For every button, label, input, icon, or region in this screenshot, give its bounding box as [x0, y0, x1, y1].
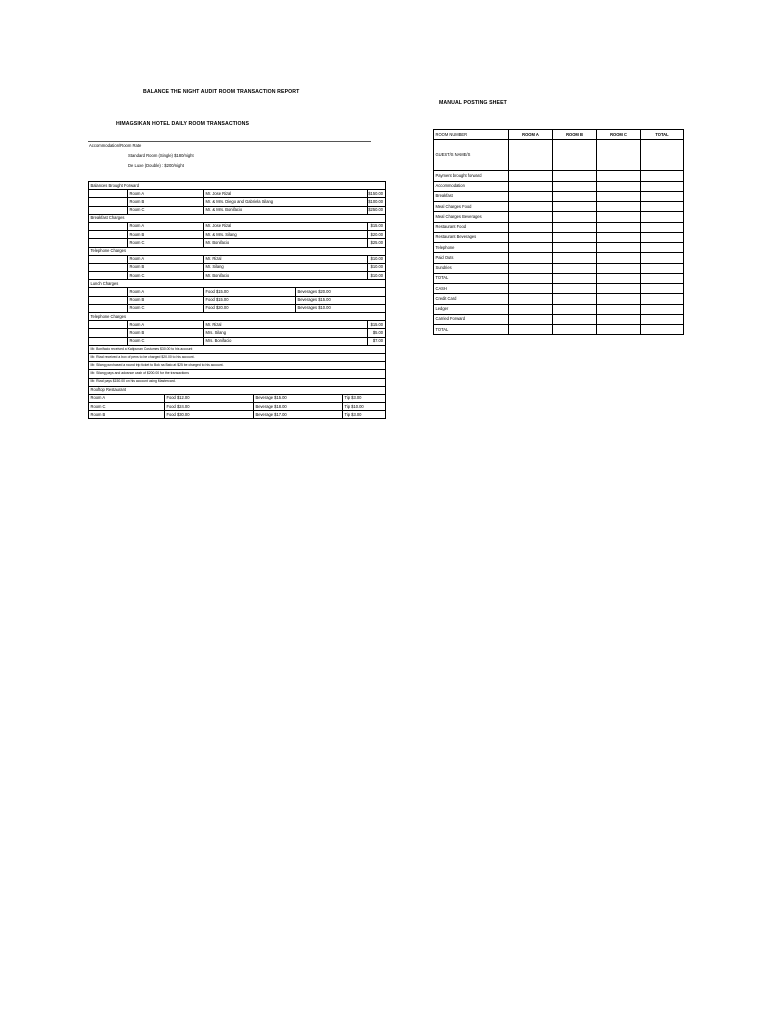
amount-cell: $100.00 [368, 198, 386, 206]
amount-cell: $250.00 [368, 206, 386, 214]
amount-cell: $10.00 [368, 255, 386, 263]
blank-cell [89, 231, 128, 239]
blank-cell [89, 190, 128, 198]
table-row [89, 198, 386, 206]
divider-rule [88, 141, 371, 142]
section-label: Rooftop Restaurant [89, 386, 386, 394]
room-cell: Room B [128, 231, 204, 239]
entry-cell[interactable] [597, 181, 641, 191]
beverage-cell: Beverages $10.00 [296, 304, 386, 312]
guest-cell: Mr. & Mrs. Diego and Gabriela Silang [204, 198, 368, 206]
blank-cell [89, 222, 128, 230]
column-header: ROOM A [509, 130, 553, 140]
posting-row [434, 304, 684, 314]
entry-cell[interactable] [597, 202, 641, 212]
section-label: Telephone Charges [89, 313, 386, 321]
room-cell: Room A [128, 321, 204, 329]
room-cell: Room A [128, 288, 204, 296]
room-cell: Room B [89, 411, 165, 419]
food-cell: Food $24.00 [165, 403, 254, 411]
entry-cell[interactable] [597, 191, 641, 201]
table-row [89, 329, 386, 337]
room-cell: Room C [128, 337, 204, 345]
guest-cell: Mrs. Silang [204, 329, 368, 337]
entry-cell[interactable] [509, 273, 553, 283]
blank-cell [89, 263, 128, 271]
tip-cell: Tip $10.00 [343, 403, 386, 411]
posting-row [434, 284, 684, 294]
blank-cell [89, 304, 128, 312]
table-row [89, 296, 386, 304]
blank-cell [89, 272, 128, 280]
room-cell: Room C [128, 272, 204, 280]
entry-cell[interactable] [597, 140, 641, 171]
entry-cell[interactable] [641, 273, 684, 283]
entry-cell[interactable] [509, 304, 553, 314]
report-title: BALANCE THE NIGHT AUDIT ROOM TRANSACTION REPORT [143, 89, 300, 95]
row-label: Credit Card [434, 294, 509, 304]
posting-row [434, 325, 684, 335]
daily-transactions-table [88, 181, 386, 419]
standard-room-rate: Standard Room (Single) $180/night [128, 153, 194, 158]
amount-cell: $15.00 [368, 222, 386, 230]
section-label: Breakfast Charges [89, 214, 386, 222]
beverage-cell: Beverages $20.00 [296, 288, 386, 296]
entry-cell[interactable] [553, 191, 597, 201]
amount-cell: $10.00 [368, 263, 386, 271]
entry-cell[interactable] [553, 202, 597, 212]
row-label: Payment brought forward [434, 171, 509, 181]
tip-cell: Tip $3.00 [343, 394, 386, 402]
entry-cell[interactable] [509, 222, 553, 232]
transaction-note: Mr. Silang pays and advance cash of $200.00 for the transactions [89, 370, 386, 378]
section-header-telephone [89, 313, 386, 321]
room-cell: Room A [128, 190, 204, 198]
table-row [89, 337, 386, 345]
transaction-note: Mr. Rizal received a box of pens to be charged $20.00 to his account. [89, 353, 386, 361]
beverage-cell: Beverage $15.00 [254, 394, 343, 402]
entry-cell[interactable] [641, 304, 684, 314]
amount-cell: $10.00 [368, 272, 386, 280]
entry-cell[interactable] [553, 181, 597, 191]
entry-cell[interactable] [641, 284, 684, 294]
guest-cell: Mr. Jose Rizal [204, 222, 368, 230]
entry-cell[interactable] [641, 263, 684, 273]
entry-cell[interactable] [597, 325, 641, 335]
guest-cell: Mr. Silang [204, 263, 368, 271]
table-row [89, 239, 386, 247]
guest-cell: Mr. Bonifacio [204, 239, 368, 247]
column-header: ROOM B [553, 130, 597, 140]
blank-cell [89, 329, 128, 337]
entry-cell[interactable] [597, 253, 641, 263]
entry-cell[interactable] [641, 181, 684, 191]
amount-cell: $7.00 [368, 337, 386, 345]
room-cell: Room A [89, 394, 165, 402]
table-row [89, 411, 386, 419]
amount-cell: $150.00 [368, 190, 386, 198]
amount-cell: $15.00 [368, 321, 386, 329]
food-cell: Food $20.00 [204, 304, 296, 312]
room-cell: Room B [128, 329, 204, 337]
food-cell: Food $30.00 [165, 411, 254, 419]
manual-posting-sheet-table [433, 129, 684, 335]
note-row [89, 370, 386, 378]
row-label: Restaurant Food [434, 222, 509, 232]
entry-cell[interactable] [553, 314, 597, 324]
entry-cell[interactable] [553, 243, 597, 253]
entry-cell[interactable] [597, 314, 641, 324]
posting-row [434, 243, 684, 253]
table-row [89, 255, 386, 263]
table-row [89, 304, 386, 312]
guest-cell: Mr. Jose Rizal [204, 190, 368, 198]
row-label: TOTAL [434, 273, 509, 283]
entry-cell[interactable] [641, 171, 684, 181]
entry-cell[interactable] [641, 202, 684, 212]
guest-cell: Mr. Bonifacio [204, 272, 368, 280]
blank-cell [89, 206, 128, 214]
header-row [434, 130, 684, 140]
table-row [89, 272, 386, 280]
table-row [89, 288, 386, 296]
table-row [89, 206, 386, 214]
entry-cell[interactable] [509, 140, 553, 171]
entry-cell[interactable] [553, 284, 597, 294]
amount-cell: $25.00 [368, 239, 386, 247]
section-label: Balances Brought Forward [89, 182, 386, 190]
entry-cell[interactable] [553, 212, 597, 222]
blank-cell [89, 296, 128, 304]
table-row [89, 394, 386, 402]
posting-row [434, 263, 684, 273]
posting-row [434, 171, 684, 181]
posting-row [434, 222, 684, 232]
deluxe-room-rate: De Luxe (Double) : $200/night [128, 163, 184, 168]
guest-cell: Mrs. Bonifacio [204, 337, 368, 345]
section-label: Lunch Charges [89, 280, 386, 288]
room-cell: Room C [128, 304, 204, 312]
entry-cell[interactable] [509, 212, 553, 222]
entry-cell[interactable] [509, 263, 553, 273]
section-header-breakfast [89, 214, 386, 222]
entry-cell[interactable] [509, 325, 553, 335]
entry-cell[interactable] [553, 253, 597, 263]
blank-cell [89, 255, 128, 263]
note-row [89, 362, 386, 370]
entry-cell[interactable] [597, 263, 641, 273]
entry-cell[interactable] [509, 243, 553, 253]
beverage-cell: Beverage $17.00 [254, 411, 343, 419]
entry-cell[interactable] [597, 232, 641, 242]
rates-heading: Accommodation/Room Rate [89, 143, 142, 148]
table-row [89, 321, 386, 329]
amount-cell: $5.00 [368, 329, 386, 337]
entry-cell[interactable] [553, 263, 597, 273]
entry-cell[interactable] [553, 273, 597, 283]
food-cell: Food $12.00 [165, 394, 254, 402]
room-cell: Room B [128, 263, 204, 271]
room-cell: Room B [128, 296, 204, 304]
blank-cell [89, 288, 128, 296]
row-label: Carried Forward [434, 314, 509, 324]
row-label: Restaurant Beverages [434, 232, 509, 242]
blank-cell [89, 239, 128, 247]
table-row [89, 222, 386, 230]
row-label: GUEST/S NAME/S [434, 140, 509, 171]
guest-names-row [434, 140, 684, 171]
transaction-note: Mr. Rizal pays $150.00 on his account using Mastercard. [89, 378, 386, 386]
posting-row [434, 232, 684, 242]
guest-cell: Mr. & Mrs. Silang [204, 231, 368, 239]
entry-cell[interactable] [597, 304, 641, 314]
entry-cell[interactable] [553, 294, 597, 304]
food-cell: Food $15.00 [204, 296, 296, 304]
transaction-note: Mr. Silang purchased a round trip ticket to Bok na Bato at $25 be charged to his account. [89, 362, 386, 370]
section-header-rooftop [89, 386, 386, 394]
note-row [89, 345, 386, 353]
table-row [89, 403, 386, 411]
posting-sheet-title: MANUAL POSTING SHEET [439, 100, 507, 106]
entry-cell[interactable] [641, 314, 684, 324]
entry-cell[interactable] [553, 304, 597, 314]
entry-cell[interactable] [553, 171, 597, 181]
transaction-note: Mr. Bonifacio received a Katipunan Costumes $30.00 to his account [89, 345, 386, 353]
entry-cell[interactable] [509, 284, 553, 294]
entry-cell[interactable] [509, 253, 553, 263]
posting-row [434, 202, 684, 212]
entry-cell[interactable] [509, 314, 553, 324]
entry-cell[interactable] [597, 212, 641, 222]
hotel-title: HIMAGSIKAN HOTEL DAILY ROOM TRANSACTIONS [116, 121, 250, 127]
section-header-balances [89, 182, 386, 190]
entry-cell[interactable] [553, 325, 597, 335]
section-header-telephone [89, 247, 386, 255]
entry-cell[interactable] [597, 171, 641, 181]
table-row [89, 190, 386, 198]
column-header: ROOM C [597, 130, 641, 140]
entry-cell[interactable] [509, 181, 553, 191]
entry-cell[interactable] [509, 202, 553, 212]
room-cell: Room C [128, 239, 204, 247]
entry-cell[interactable] [597, 273, 641, 283]
guest-cell: Mr. Rizal [204, 321, 368, 329]
entry-cell[interactable] [641, 243, 684, 253]
entry-cell[interactable] [641, 140, 684, 171]
row-label: CASH [434, 284, 509, 294]
row-label: Ledger [434, 304, 509, 314]
note-row [89, 353, 386, 361]
note-row [89, 378, 386, 386]
entry-cell[interactable] [641, 294, 684, 304]
entry-cell[interactable] [641, 212, 684, 222]
guest-cell: Mr. Rizal [204, 255, 368, 263]
entry-cell[interactable] [597, 284, 641, 294]
entry-cell[interactable] [597, 222, 641, 232]
posting-row [434, 314, 684, 324]
column-header: ROOM NUMBER [434, 130, 509, 140]
section-label: Telephone Charges [89, 247, 386, 255]
row-label: Meal Charges Beverages [434, 212, 509, 222]
entry-cell[interactable] [553, 222, 597, 232]
row-label: Breakfast [434, 191, 509, 201]
tip-cell: Tip $3.00 [343, 411, 386, 419]
entry-cell[interactable] [509, 294, 553, 304]
blank-cell [89, 198, 128, 206]
posting-row [434, 212, 684, 222]
entry-cell[interactable] [597, 243, 641, 253]
section-header-lunch [89, 280, 386, 288]
beverage-cell: Beverages $15.00 [296, 296, 386, 304]
beverage-cell: Beverage $18.00 [254, 403, 343, 411]
entry-cell[interactable] [553, 232, 597, 242]
guest-cell: Mr. & Mrs. Bonifacio [204, 206, 368, 214]
blank-cell [89, 321, 128, 329]
table-row [89, 231, 386, 239]
entry-cell[interactable] [509, 191, 553, 201]
posting-row [434, 181, 684, 191]
food-cell: Food $15.00 [204, 288, 296, 296]
posting-row [434, 253, 684, 263]
amount-cell: $20.00 [368, 231, 386, 239]
row-label: Paid Outs [434, 253, 509, 263]
row-label: Meal Charges Food [434, 202, 509, 212]
room-cell: Room C [89, 403, 165, 411]
room-cell: Room A [128, 222, 204, 230]
table-row [89, 263, 386, 271]
posting-row [434, 191, 684, 201]
entry-cell[interactable] [509, 232, 553, 242]
blank-cell [89, 337, 128, 345]
entry-cell[interactable] [509, 171, 553, 181]
posting-row [434, 294, 684, 304]
entry-cell[interactable] [597, 294, 641, 304]
row-label: Sundries [434, 263, 509, 273]
entry-cell[interactable] [641, 232, 684, 242]
entry-cell[interactable] [641, 191, 684, 201]
entry-cell[interactable] [553, 140, 597, 171]
posting-row [434, 273, 684, 283]
room-cell: Room A [128, 255, 204, 263]
entry-cell[interactable] [641, 253, 684, 263]
room-cell: Room B [128, 198, 204, 206]
entry-cell[interactable] [641, 325, 684, 335]
row-label: Accommodation [434, 181, 509, 191]
room-cell: Room C [128, 206, 204, 214]
row-label: TOTAL [434, 325, 509, 335]
column-header: TOTAL [641, 130, 684, 140]
entry-cell[interactable] [641, 222, 684, 232]
row-label: Telephone [434, 243, 509, 253]
